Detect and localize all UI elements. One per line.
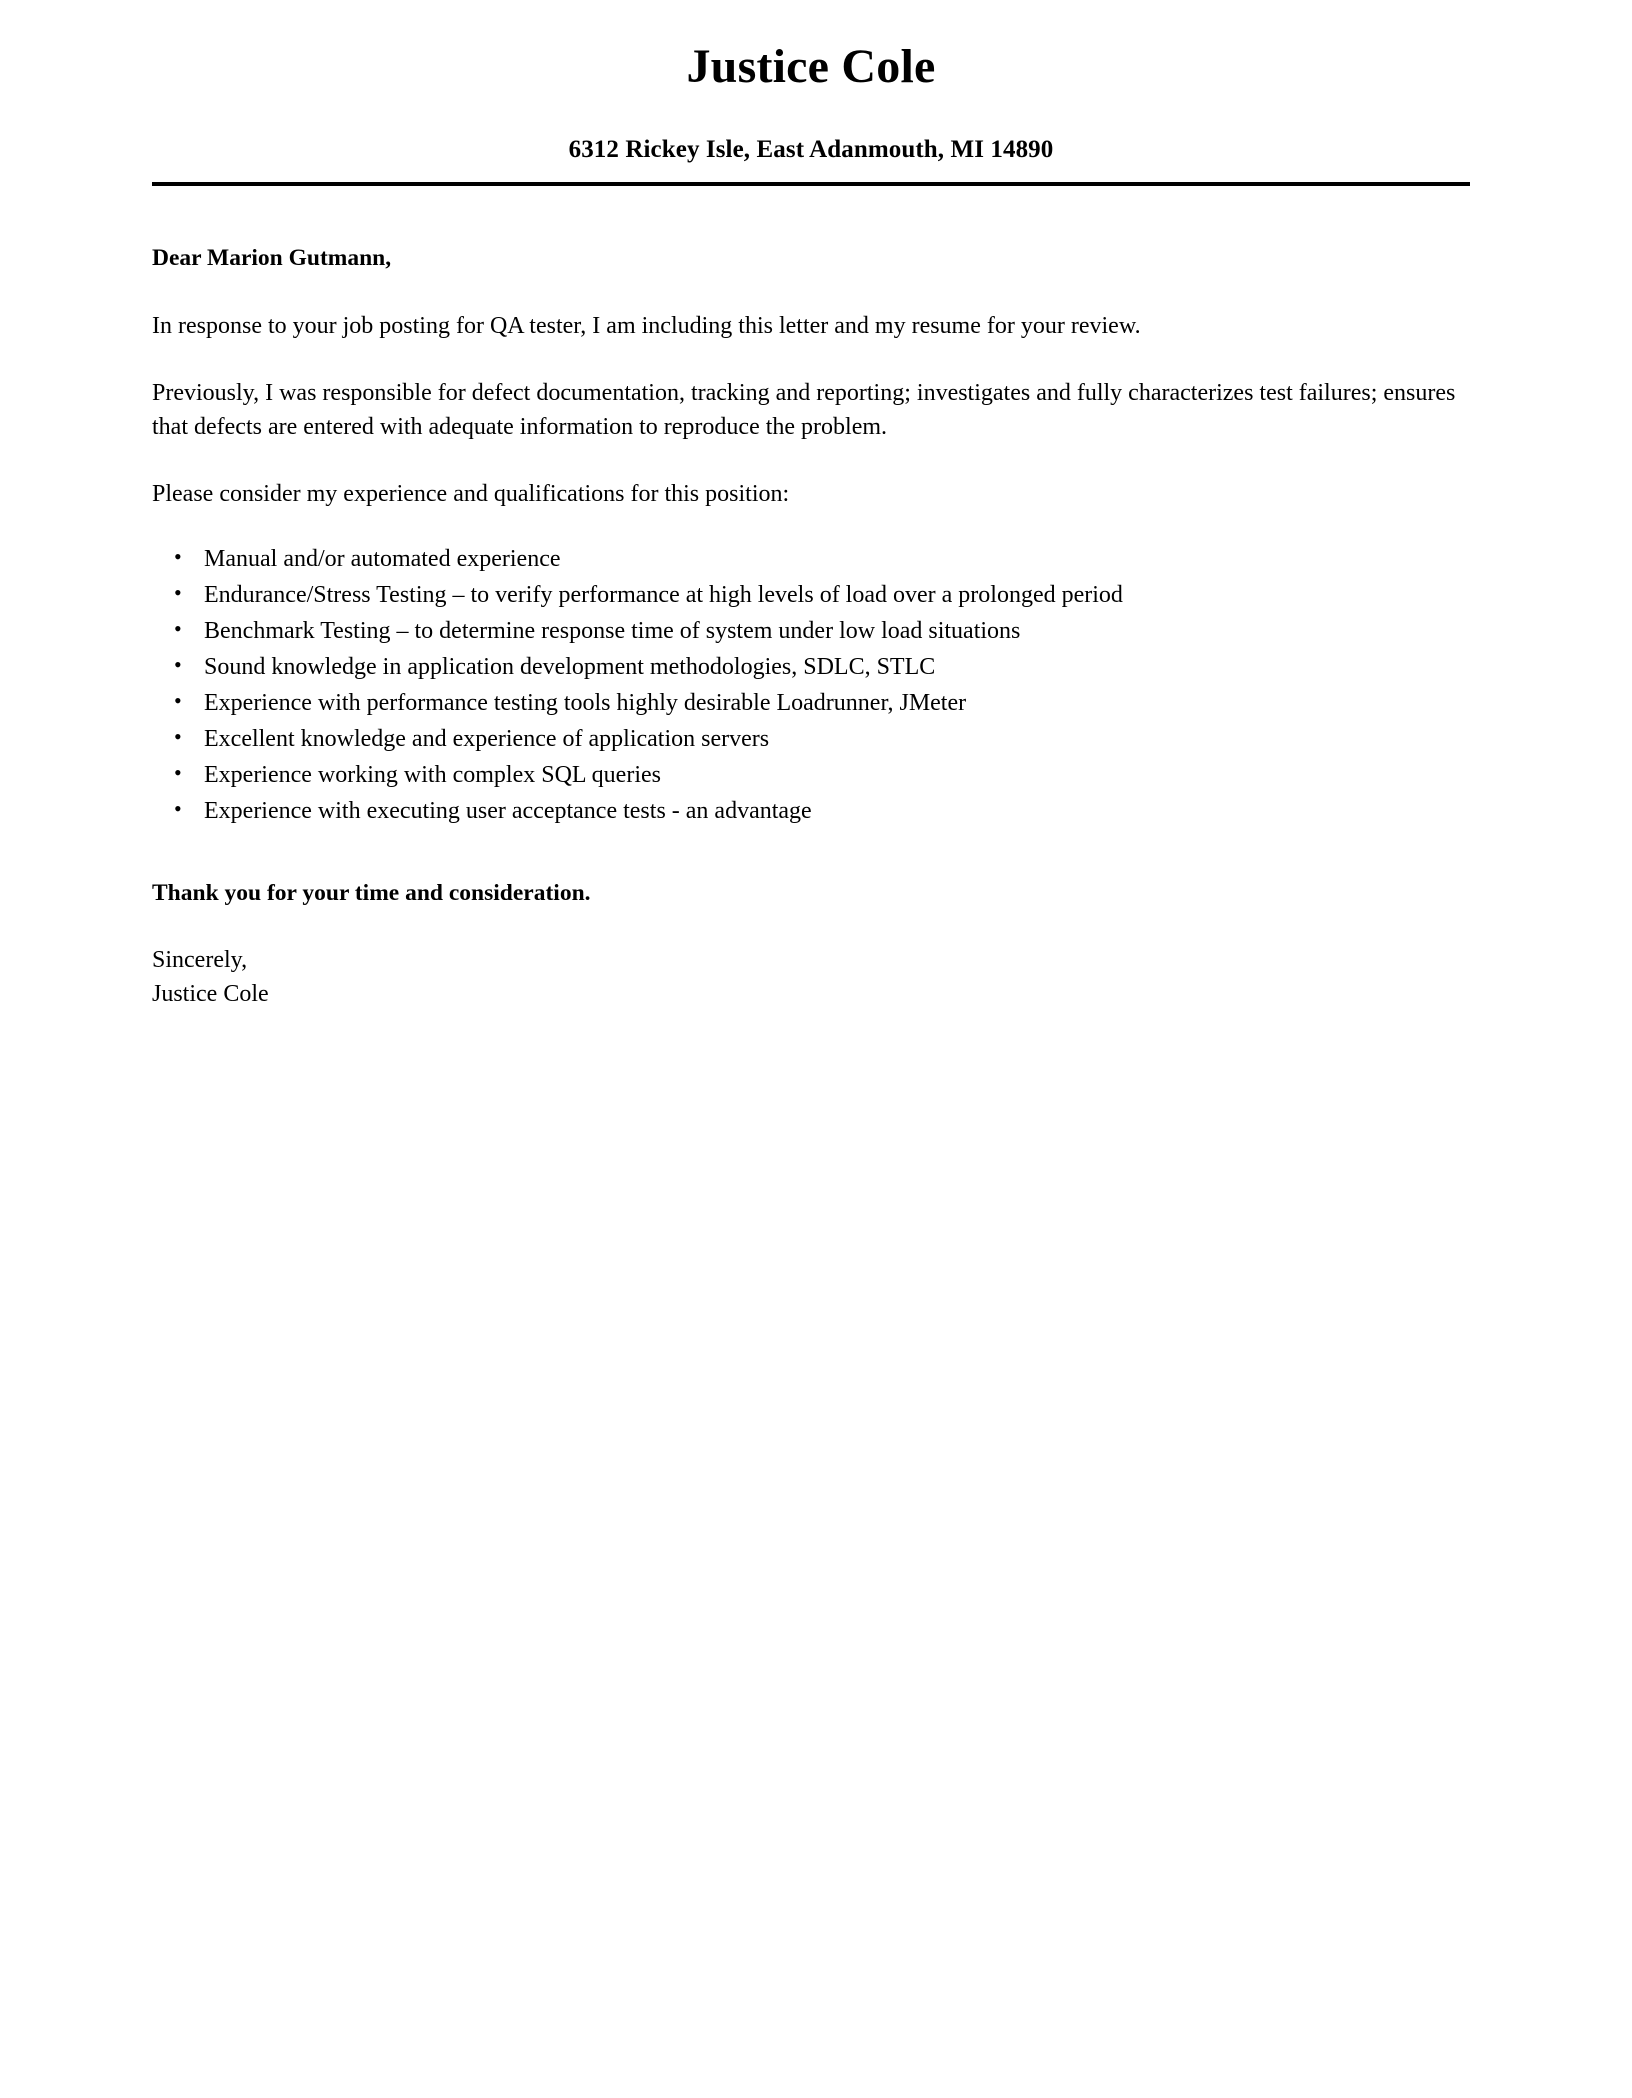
body-paragraph-1: In response to your job posting for QA tester, I am including this letter and my resume for your review.	[152, 312, 1141, 339]
list-item: • Endurance/Stress Testing – to verify performance at high levels of load over a prolonged period	[152, 580, 1470, 610]
letterhead	[152, 0, 1470, 186]
header-divider	[152, 182, 1470, 186]
list-item: • Sound knowledge in application development methodologies, SDLC, STLC	[152, 652, 1470, 682]
list-item: • Manual and/or automated experience	[152, 544, 1470, 574]
letter-body	[152, 241, 1470, 1011]
signature-block	[152, 943, 1470, 1011]
closing-thanks: Thank you for your time and consideration.	[152, 880, 591, 906]
list-item: • Experience with executing user acceptance tests - an advantage	[152, 796, 1470, 826]
list-item: • Experience with performance testing tools highly desirable Loadrunner, JMeter	[152, 688, 1470, 718]
sender-address: 6312 Rickey Isle, East Adanmouth, MI 14890	[568, 135, 1054, 163]
list-item: • Excellent knowledge and experience of application servers	[152, 724, 1470, 754]
signoff-line: Sincerely,	[152, 947, 248, 974]
qualifications-list	[152, 544, 1470, 826]
list-item: • Experience working with complex SQL queries	[152, 760, 1470, 790]
body-paragraph-2: Previously, I was responsible for defect documentation, tracking and reporting; investigates and fully characterizes test failures; ensures that defects are entered with adequate information to reproduce the problem.	[152, 379, 1456, 441]
list-item: • Benchmark Testing – to determine response time of system under low load situations	[152, 616, 1470, 646]
body-paragraph-3: Please consider my experience and qualifications for this position:	[152, 481, 790, 508]
letter-content	[152, 0, 1470, 1011]
page-title: Justice Cole	[686, 40, 936, 93]
signature-name: Justice Cole	[152, 981, 269, 1008]
salutation: Dear Marion Gutmann,	[152, 244, 392, 271]
